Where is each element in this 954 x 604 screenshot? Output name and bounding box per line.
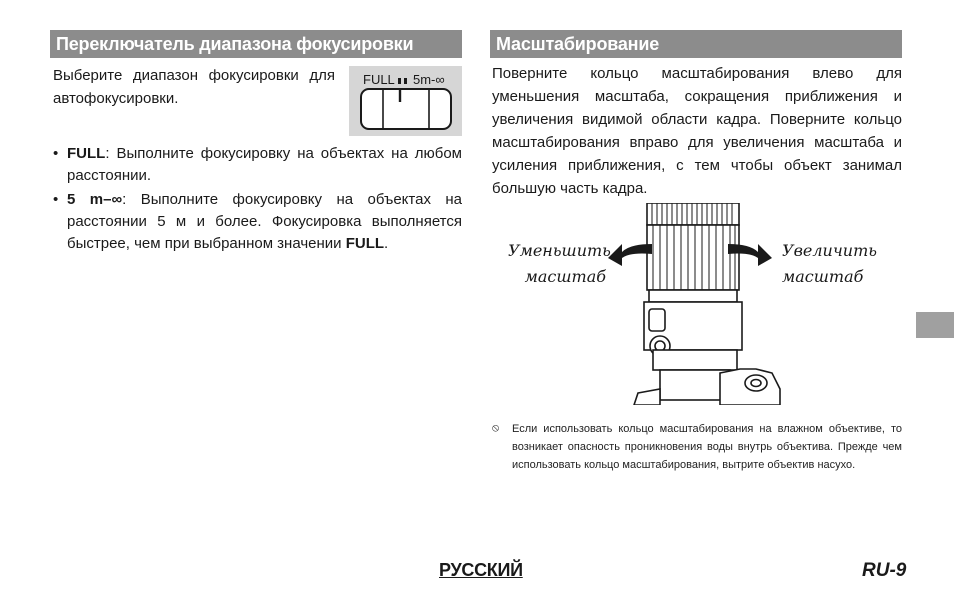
section-heading-focus-range: Переключатель диапазона фокусировки xyxy=(50,30,462,58)
side-language-tab xyxy=(916,312,954,338)
rotate-right-arrow-icon xyxy=(728,240,772,268)
section-heading-zoom: Масштабирование xyxy=(490,30,902,58)
rotate-left-arrow-icon xyxy=(608,240,652,268)
switch-label-full: FULL xyxy=(363,72,395,87)
zoom-lens-illustration xyxy=(600,203,800,405)
zoom-out-label-line2: масштаб xyxy=(524,267,606,286)
option-5m-label: 5 m–∞ xyxy=(67,191,123,208)
switch-slider-icon xyxy=(349,66,462,136)
option-full-label: FULL xyxy=(67,145,106,162)
option-5m-tail: . xyxy=(384,235,389,252)
focus-range-intro: Выберите диапазон фокусировки для автофокусировки. xyxy=(53,67,335,107)
list-item xyxy=(53,143,462,187)
list-item xyxy=(53,189,462,255)
zoom-paragraph: Поверните кольцо масштабирования влево для уменьшения масштаба, сокращения приближения и увеличения видимой области кадра. Поверните кольцо масштабирования вправо для увеличения масштаба и усиления приближения, с тем чтобы объект занимал большую часть кадра. xyxy=(492,65,902,197)
footer-language: РУССКИЙ xyxy=(439,560,523,580)
option-full-text: : Выполните фокусировку на объектах на любом расстоянии. xyxy=(67,145,462,184)
zoom-out-label xyxy=(508,238,611,290)
focus-range-options xyxy=(53,143,462,255)
option-5m-full-ref: FULL xyxy=(345,235,385,252)
zoom-in-label-line1: Увеличить xyxy=(782,241,877,260)
zoom-out-label-line1: Уменьшить xyxy=(508,241,611,260)
switch-label-range: 5m-∞ xyxy=(413,72,445,87)
zoom-in-label xyxy=(782,238,882,290)
zoom-in-label-line2: масштаб xyxy=(782,267,864,286)
footer-page-number: RU-9 xyxy=(862,560,907,581)
option-5m-text: : Выполните фокусировку на объектах на расстоянии 5 м и более. Фокусировка выполняется быстрее, чем при выбранном значении xyxy=(67,191,462,252)
caution-note: Если использовать кольцо масштабирования на влажном объективе, то возникает опасность проникновения воды внутрь объектива. Прежде чем использовать кольцо масштабирования, вытрите объектив насухо. xyxy=(512,423,902,471)
focus-range-switch-illustration xyxy=(349,66,462,136)
caution-icon: ⦸ xyxy=(492,421,500,434)
